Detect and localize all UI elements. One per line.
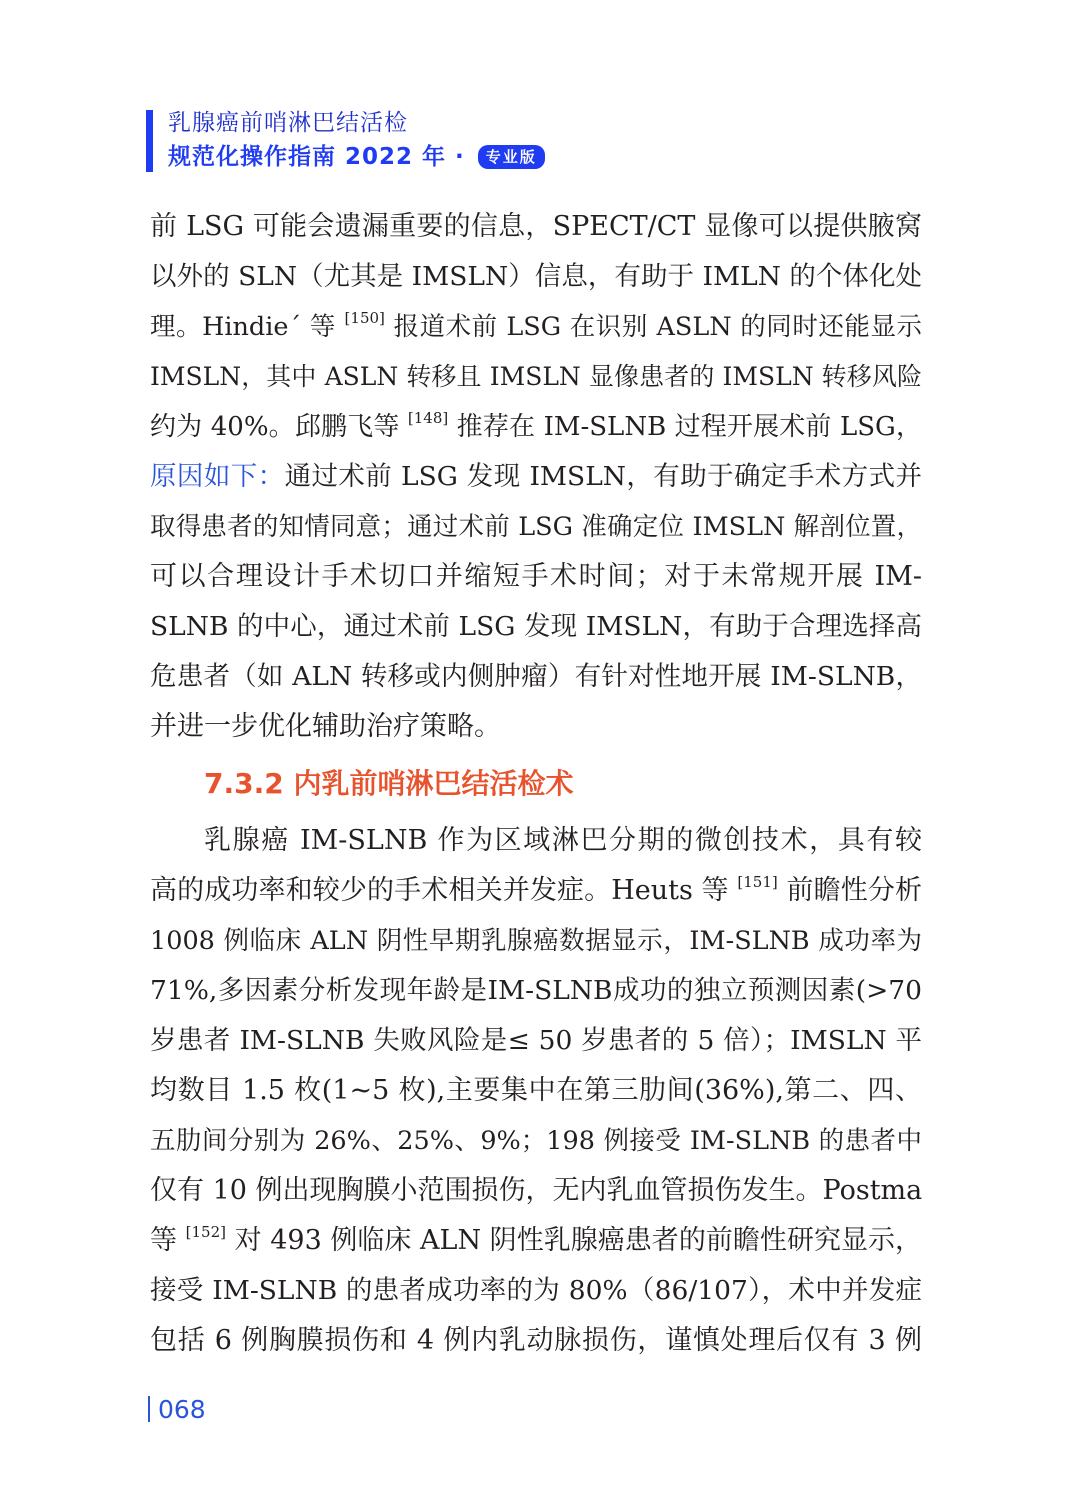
- text-run: 高的成功率和较少的手术相关并发症。Heuts 等: [150, 875, 738, 906]
- text-line: 危患者（如 ALN 转移或内侧肿瘤）有针对性地开展 IM-SLNB，: [150, 661, 922, 692]
- citation-ref: [150]: [344, 309, 385, 327]
- citation-ref: [152]: [185, 1223, 226, 1241]
- text-run: 推荐在 IM-SLNB 过程开展术前 LSG，: [448, 412, 922, 442]
- text-run: 约为 40%。邱鹏飞等: [150, 412, 408, 442]
- text-line: 五肋间分别为 26%、25%、9%；198 例接受 IM-SLNB 的患者中: [150, 1126, 922, 1156]
- text-line: 岁患者 IM-SLNB 失败风险是≤ 50 岁患者的 5 倍）；IMSLN 平: [150, 1025, 922, 1056]
- text-run: 通过术前 LSG 发现 IMSLN，有助于确定手术方式并: [284, 461, 923, 492]
- text-run: 前瞻性分析: [777, 875, 922, 906]
- text-line: 71%,多因素分析发现年龄是IM-SLNB成功的独立预测因素(>70: [150, 975, 922, 1006]
- text-line: 均数目 1.5 枚(1~5 枚),主要集中在第三肋间(36%),第二、四、: [150, 1075, 922, 1106]
- edition-badge: 专业版: [478, 145, 545, 169]
- header-title: 乳腺癌前哨淋巴结活检: [168, 110, 408, 136]
- text-line: 接受 IM-SLNB 的患者成功率的为 80%（86/107），术中并发症: [150, 1275, 922, 1306]
- text-line: 取得患者的知情同意；通过术前 LSG 准确定位 IMSLN 解剖位置，: [150, 512, 922, 542]
- text-line: 以外的 SLN（尤其是 IMSLN）信息，有助于 IMLN 的个体化处: [150, 261, 922, 292]
- text-run: 对 493 例临床 ALN 阴性乳腺癌患者的前瞻性研究显示，: [225, 1225, 923, 1256]
- header-subtitle-text: 规范化操作指南 2022 年 ·: [168, 144, 465, 170]
- text-line: IMSLN，其中 ASLN 转移且 IMSLN 显像患者的 IMSLN 转移风险: [150, 362, 922, 391]
- text-run: 等: [150, 1225, 186, 1256]
- body-text: [150, 205, 922, 1369]
- highlighted-phrase: 原因如下：: [150, 461, 285, 492]
- text-line: [150, 305, 922, 355]
- text-run: 理。Hindie´ 等: [150, 312, 345, 342]
- text-line: 可以合理设计手术切口并缩短手术时间；对于未常规开展 IM-: [150, 561, 922, 592]
- text-line: [150, 405, 922, 455]
- text-line: 包括 6 例胸膜损伤和 4 例内乳动脉损伤，谨慎处理后仅有 3 例: [150, 1325, 922, 1356]
- text-line: 并进一步优化辅助治疗策略。: [150, 711, 501, 742]
- page-footer: [148, 1393, 206, 1427]
- text-line: 仅有 10 例出现胸膜小范围损伤，无内乳血管损伤发生。Postma: [150, 1175, 923, 1206]
- citation-ref: [151]: [737, 873, 778, 891]
- footer-divider: [148, 1396, 150, 1422]
- text-line: 乳腺癌 IM-SLNB 作为区域淋巴分期的微创技术，具有较: [204, 825, 922, 856]
- header-subtitle: [168, 142, 545, 172]
- page-number: 068: [158, 1395, 206, 1424]
- text-line: [150, 869, 922, 919]
- text-line: SLNB 的中心，通过术前 LSG 发现 IMSLN，有助于合理选择高: [150, 611, 922, 642]
- text-line: [150, 455, 922, 505]
- text-run: 报道术前 LSG 在识别 ASLN 的同时还能显示: [384, 312, 922, 342]
- text-line: [150, 1219, 922, 1269]
- text-line: 前 LSG 可能会遗漏重要的信息，SPECT/CT 显像可以提供腋窝: [150, 211, 922, 242]
- header-accent-bar: [146, 110, 153, 172]
- text-line: 1008 例临床 ALN 阴性早期乳腺癌数据显示，IM-SLNB 成功率为: [150, 926, 922, 956]
- section-heading: 7.3.2 内乳前哨淋巴结活检术: [204, 767, 574, 800]
- citation-ref: [148]: [407, 409, 449, 427]
